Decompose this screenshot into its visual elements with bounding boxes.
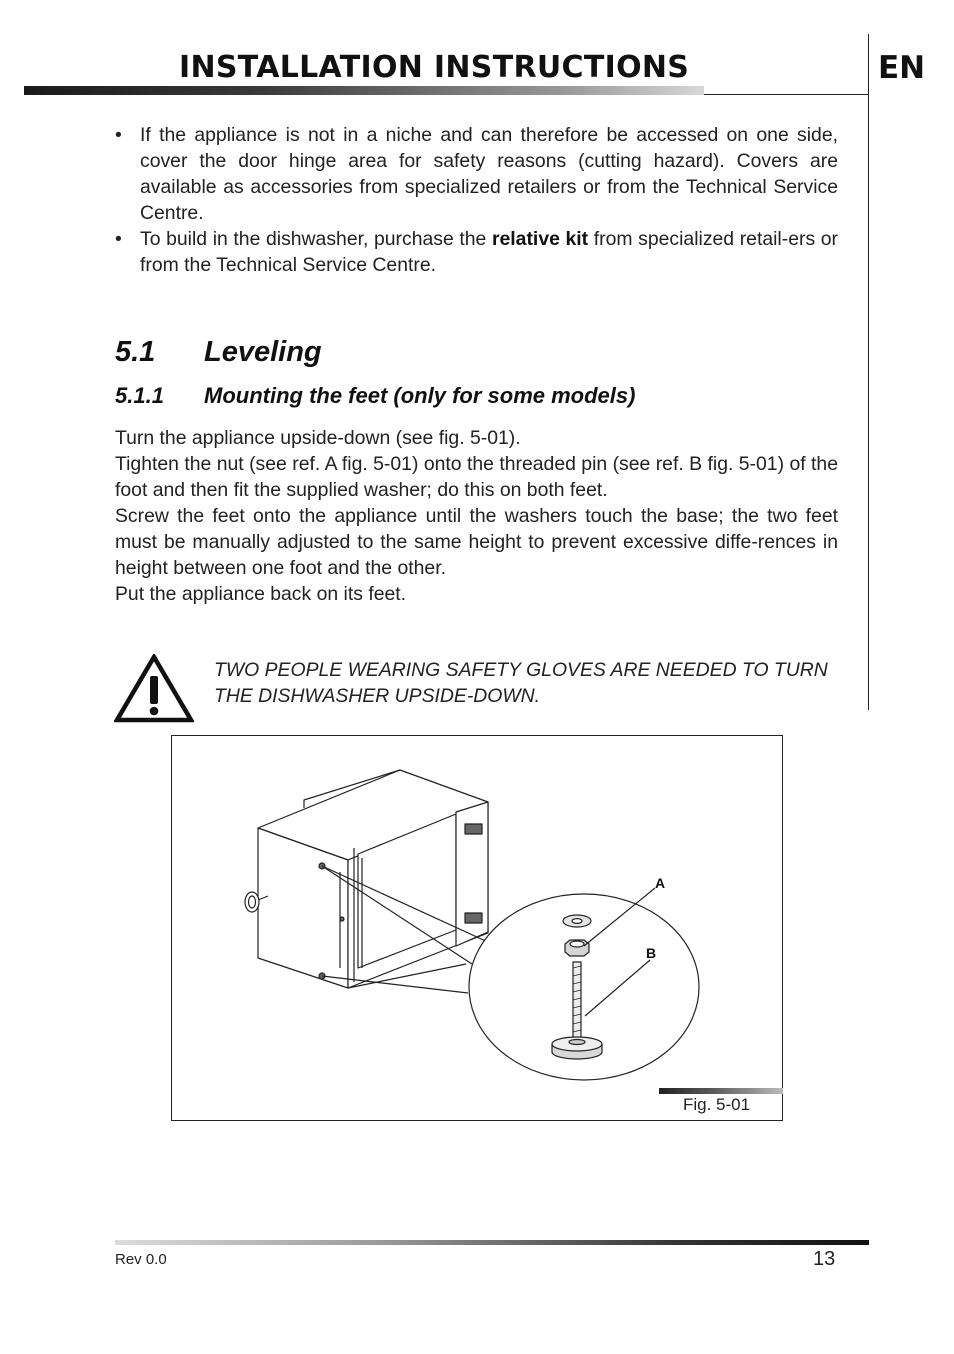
body-text bbox=[115, 425, 838, 607]
figure-frame bbox=[171, 735, 783, 1121]
bullet-item bbox=[115, 226, 838, 278]
dishwasher-feet-illustration bbox=[172, 736, 782, 1120]
callout-label-a: A bbox=[655, 875, 666, 891]
paragraph: Tighten the nut (see ref. A fig. 5-01) onto the threaded pin (see ref. B fig. 5-01) of the foot and then fit the supplied washer; do this on both feet. bbox=[115, 453, 838, 501]
section-heading bbox=[115, 336, 322, 369]
header-rule-thin bbox=[704, 94, 869, 95]
bullet-list bbox=[115, 122, 838, 278]
language-code: EN bbox=[878, 50, 926, 86]
subsection-title: Mounting the feet (only for some models) bbox=[204, 383, 636, 408]
bullet-dot-icon: • bbox=[115, 124, 122, 146]
bullet-item bbox=[115, 122, 838, 226]
callout-label-b: B bbox=[646, 945, 657, 961]
margin-vertical-rule bbox=[868, 34, 869, 710]
revision-label: Rev 0.0 bbox=[115, 1251, 167, 1268]
paragraph: Screw the feet onto the appliance until the washers touch the base; the two feet must be manually adjusted to the same height to prevent excessive diffe-rences in height between one foot and the other. bbox=[115, 505, 838, 579]
warning-text: TWO PEOPLE WEARING SAFETY GLOVES ARE NEEDED TO TURN THE DISHWASHER UPSIDE-DOWN. bbox=[214, 659, 828, 707]
bullet-text-after: from specialized retail-ers or from the Technical Service Centre. bbox=[140, 228, 838, 276]
footer-rule bbox=[115, 1240, 869, 1245]
warning-triangle-icon bbox=[114, 654, 194, 724]
bullet-text: If the appliance is not in a niche and can therefore be accessed on one side, cover the door hinge area for safety reasons (cutting hazard). Covers are available as accessories from specialized retailers or from the Technical Service Centre. bbox=[140, 124, 838, 224]
section-title: Leveling bbox=[204, 336, 322, 368]
bullet-text-before: To build in the dishwasher, purchase the bbox=[140, 228, 492, 250]
page-header-title: INSTALLATION INSTRUCTIONS bbox=[179, 50, 690, 85]
subsection-heading bbox=[115, 383, 635, 409]
bullet-dot-icon: • bbox=[115, 228, 122, 250]
paragraph: Turn the appliance upside-down (see fig. 5-01). bbox=[115, 427, 521, 449]
figure-caption: Fig. 5-01 bbox=[683, 1095, 751, 1114]
section-number: 5.1 bbox=[115, 336, 156, 368]
bullet-bold-term: relative kit bbox=[491, 228, 589, 250]
header-rule bbox=[24, 86, 704, 95]
paragraph: Put the appliance back on its feet. bbox=[115, 583, 407, 605]
page-number: 13 bbox=[813, 1248, 836, 1270]
subsection-number: 5.1.1 bbox=[115, 383, 164, 408]
figure-caption-rule bbox=[659, 1088, 783, 1094]
